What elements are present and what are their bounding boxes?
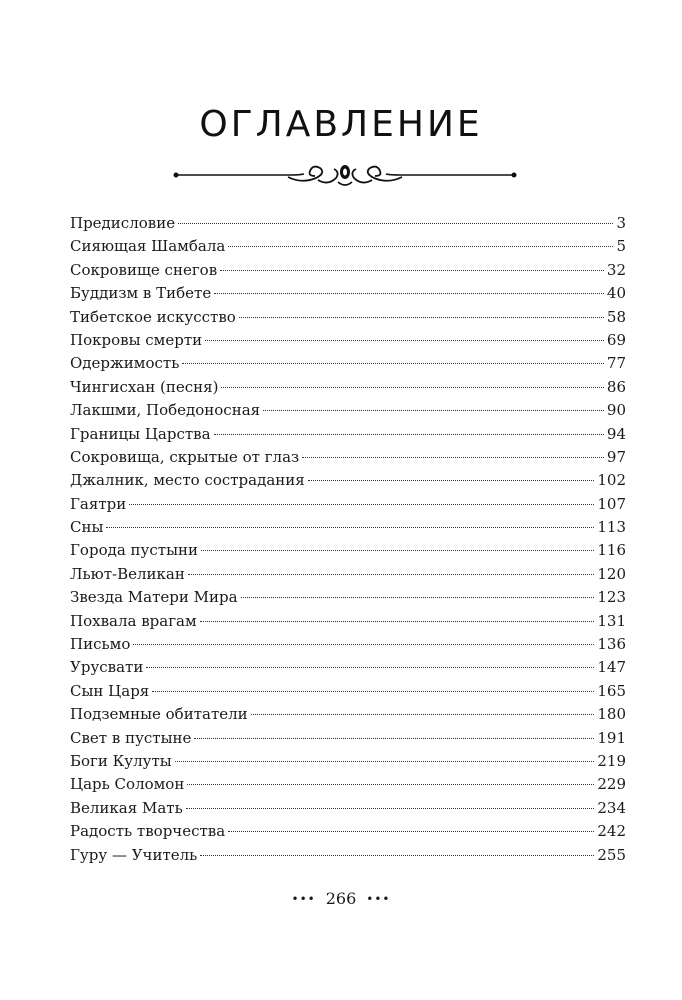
toc-entry-title: Лакшми, Победоносная bbox=[70, 401, 261, 420]
dot-leader bbox=[129, 504, 594, 505]
scroll-ornament-icon bbox=[170, 160, 520, 190]
toc-entry-title: Льют-Великан bbox=[70, 564, 185, 583]
toc-entry-page: 94 bbox=[606, 424, 626, 443]
dot-leader bbox=[239, 317, 604, 318]
dot-leader bbox=[182, 363, 604, 364]
toc-entry-title: Джалник, место сострадания bbox=[70, 471, 305, 490]
dot-leader bbox=[178, 223, 613, 224]
toc-entry bbox=[70, 539, 626, 562]
dot-leader bbox=[188, 574, 595, 575]
dot-leader bbox=[175, 761, 595, 762]
toc-entry bbox=[70, 797, 626, 820]
toc-entry-page: 40 bbox=[606, 284, 626, 303]
dot-leader bbox=[302, 457, 604, 458]
toc-entry-page: 147 bbox=[597, 658, 626, 677]
dot-leader bbox=[241, 597, 595, 598]
toc-entry-title: Сны bbox=[70, 518, 104, 537]
toc-entry bbox=[70, 259, 626, 282]
dot-leader bbox=[146, 667, 594, 668]
toc-entry-title: Похвала врагам bbox=[70, 611, 197, 630]
toc-entry-title: Боги Кулуты bbox=[70, 751, 172, 770]
dot-leader bbox=[263, 410, 604, 411]
dot-leader bbox=[194, 738, 594, 739]
toc-entry bbox=[70, 844, 626, 867]
toc-entry bbox=[70, 493, 626, 516]
toc-entry-title: Царь Соломон bbox=[70, 775, 185, 794]
toc-entry-page: 191 bbox=[597, 728, 626, 747]
dot-leader bbox=[220, 270, 604, 271]
toc-entry-page: 3 bbox=[616, 214, 626, 232]
toc-entry-title: Урусвати bbox=[70, 658, 144, 677]
toc-entry-title: Буддизм в Тибете bbox=[70, 284, 212, 303]
toc-entry-page: 242 bbox=[597, 822, 626, 841]
toc-entry-page: 180 bbox=[597, 705, 626, 724]
toc-entry-page: 219 bbox=[597, 751, 626, 770]
toc-entry-page: 113 bbox=[597, 518, 626, 537]
dot-leader bbox=[205, 340, 604, 341]
toc-entry-page: 86 bbox=[606, 377, 626, 396]
toc-entry-title: Подземные обитатели bbox=[70, 705, 248, 724]
toc-entry bbox=[70, 727, 626, 750]
toc-entry-title: Свет в пустыне bbox=[70, 728, 192, 747]
toc-entry-page: 234 bbox=[597, 798, 626, 817]
toc-entry bbox=[70, 656, 626, 679]
toc-entry-page: 69 bbox=[606, 330, 626, 349]
toc-entry bbox=[70, 820, 626, 843]
dot-leader bbox=[221, 387, 603, 388]
toc-entry bbox=[70, 750, 626, 773]
toc-entry-page: 97 bbox=[606, 447, 626, 466]
toc-entry bbox=[70, 516, 626, 539]
dot-leader bbox=[200, 621, 595, 622]
page-number: 266 bbox=[325, 889, 357, 908]
toc-entry bbox=[70, 446, 626, 469]
toc-entry-title: Гуру — Учитель bbox=[70, 845, 198, 864]
dot-leader bbox=[308, 480, 595, 481]
toc-entry bbox=[70, 610, 626, 633]
toc-entry-title: Радость творчества bbox=[70, 822, 226, 841]
dot-leader bbox=[228, 246, 613, 247]
toc-entry-page: 229 bbox=[597, 775, 626, 794]
toc-entry-title: Города пустыни bbox=[70, 541, 198, 560]
toc-entry-title: Сокровища, скрытые от глаз bbox=[70, 447, 300, 466]
toc-entry bbox=[70, 376, 626, 399]
dot-leader bbox=[201, 550, 594, 551]
dot-leader bbox=[251, 714, 595, 715]
toc-entry-title: Предисловие bbox=[70, 214, 176, 232]
toc-entry-title: Сияющая Шамбала bbox=[70, 237, 226, 256]
toc-entry bbox=[70, 306, 626, 329]
toc-entry bbox=[70, 352, 626, 375]
toc-entry-page: 102 bbox=[597, 471, 626, 490]
toc-entry bbox=[70, 586, 626, 609]
dot-leader bbox=[214, 293, 604, 294]
toc-entry-title: Великая Мать bbox=[70, 798, 183, 817]
toc-entry-title: Звезда Матери Мира bbox=[70, 588, 238, 607]
dot-leader bbox=[133, 644, 594, 645]
toc-entry-title: Тибетское искусство bbox=[70, 307, 236, 326]
toc-entry bbox=[70, 212, 626, 235]
toc-entry bbox=[70, 633, 626, 656]
table-of-contents bbox=[70, 212, 626, 867]
page-folio bbox=[0, 889, 682, 908]
toc-entry bbox=[70, 773, 626, 796]
toc-entry-page: 123 bbox=[597, 588, 626, 607]
dot-leader bbox=[152, 691, 594, 692]
dot-leader bbox=[200, 855, 594, 856]
toc-entry bbox=[70, 282, 626, 305]
toc-entry-title: Гаятри bbox=[70, 494, 127, 513]
dot-leader bbox=[228, 831, 594, 832]
toc-entry bbox=[70, 563, 626, 586]
toc-entry bbox=[70, 329, 626, 352]
toc-entry-title: Сокровище снегов bbox=[70, 260, 218, 279]
toc-entry-page: 165 bbox=[597, 681, 626, 700]
toc-entry-title: Границы Царства bbox=[70, 424, 211, 443]
folio-dots-right: ••• bbox=[366, 891, 391, 906]
folio-dots-left: ••• bbox=[291, 891, 316, 906]
toc-entry-page: 77 bbox=[606, 354, 626, 373]
dot-leader bbox=[214, 434, 604, 435]
toc-entry-page: 255 bbox=[597, 845, 626, 864]
toc-entry-title: Покровы смерти bbox=[70, 330, 203, 349]
toc-entry bbox=[70, 703, 626, 726]
page-title: ОГЛАВЛЕНИЕ bbox=[199, 104, 483, 145]
dot-leader bbox=[187, 784, 594, 785]
toc-entry-page: 58 bbox=[606, 307, 626, 326]
toc-entry bbox=[70, 399, 626, 422]
toc-entry-title: Сын Царя bbox=[70, 681, 150, 700]
dot-leader bbox=[186, 808, 595, 809]
toc-entry-title: Одержимость bbox=[70, 354, 180, 373]
toc-entry-title: Письмо bbox=[70, 635, 131, 654]
toc-entry-page: 120 bbox=[597, 564, 626, 583]
toc-entry-page: 136 bbox=[597, 635, 626, 654]
toc-entry-page: 5 bbox=[616, 237, 626, 256]
toc-entry-page: 131 bbox=[597, 611, 626, 630]
toc-entry-title: Чингисхан (песня) bbox=[70, 377, 219, 396]
toc-entry bbox=[70, 469, 626, 492]
toc-entry-page: 90 bbox=[606, 401, 626, 420]
toc-entry-page: 107 bbox=[597, 494, 626, 513]
toc-entry bbox=[70, 423, 626, 446]
dot-leader bbox=[106, 527, 594, 528]
toc-entry bbox=[70, 235, 626, 258]
toc-entry bbox=[70, 680, 626, 703]
toc-entry-page: 32 bbox=[606, 260, 626, 279]
toc-entry-page: 116 bbox=[597, 541, 626, 560]
